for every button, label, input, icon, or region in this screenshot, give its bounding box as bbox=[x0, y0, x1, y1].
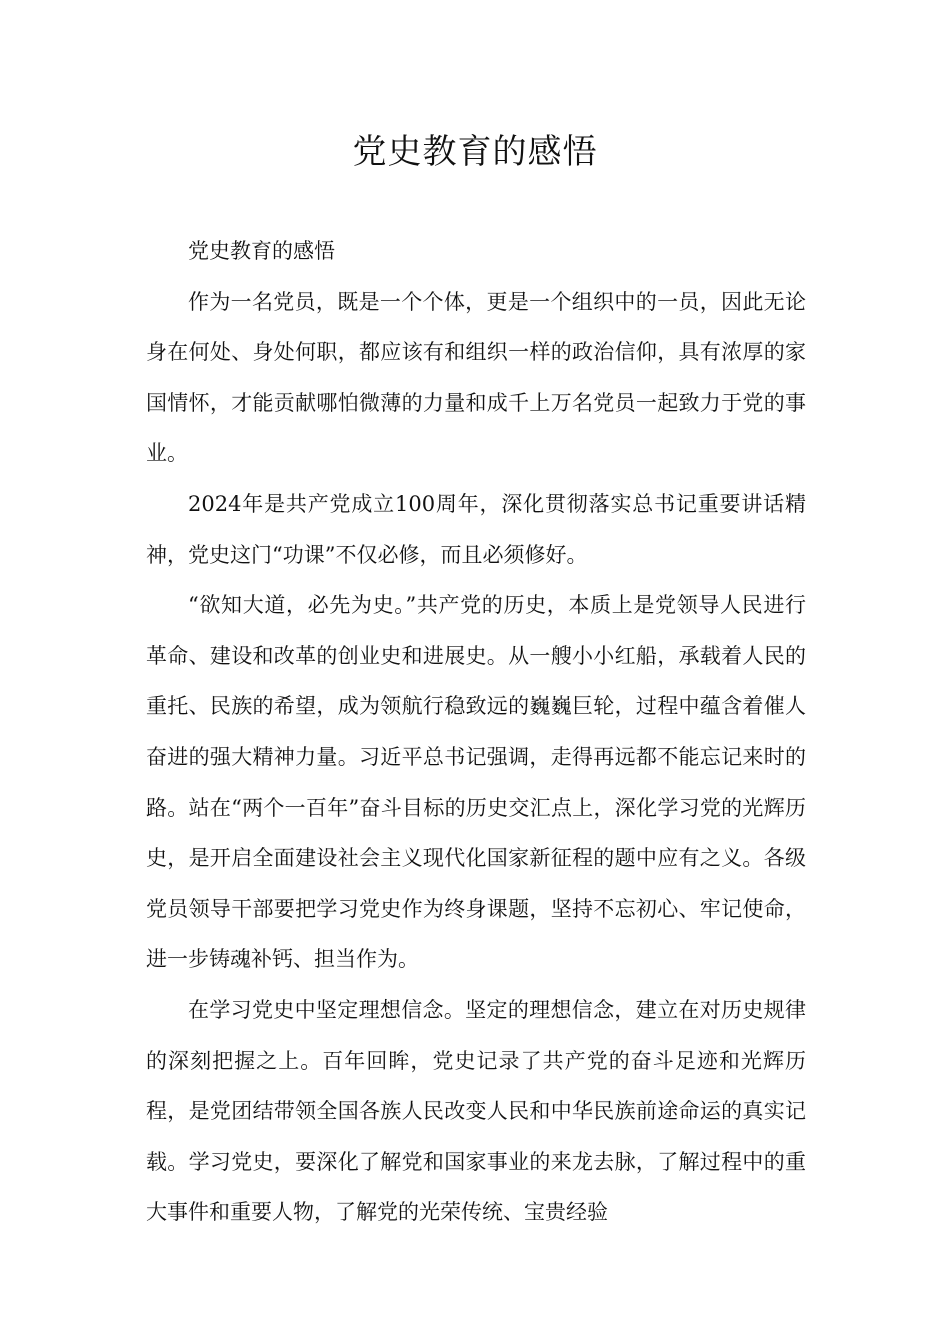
paragraph: 2024年是共产党成立100周年，深化贯彻落实总书记重要讲话精神，党史这门“功课”不仅必修，而且必须修好。 bbox=[146, 491, 806, 567]
paragraph: 在学习党史中坚定理想信念。坚定的理想信念，建立在对历史规律的深刻把握之上。百年回眸，党史记录了共产党的奋斗足迹和光辉历程，是党团结带领全国各族人民改变人民和中华民族前途命运的真实记载。学习党史，要深化了解党和国家事业的来龙去脉，了解过程中的重大事件和重要人物，了解党的光荣传统、宝贵经验 bbox=[146, 997, 806, 1225]
document-body bbox=[146, 226, 806, 1238]
paragraph-subtitle: 党史教育的感悟 bbox=[188, 239, 335, 263]
paragraph: “欲知大道，必先为史。”共产党的历史，本质上是党领导人民进行革命、建设和改革的创业史和进展史。从一艘小小红船，承载着人民的重托、民族的希望，成为领航行稳致远的巍巍巨轮，过程中蕴含着催人奋进的强大精神力量。习近平总书记强调，走得再远都不能忘记来时的路。站在“两个一百年”奋斗目标的历史交汇点上，深化学习党的光辉历史，是开启全面建设社会主义现代化国家新征程的题中应有之义。各级党员领导干部要把学习党史作为终身课题，坚持不忘初心、牢记使命，进一步铸魂补钙、担当作为。 bbox=[146, 593, 806, 972]
document-title: 党史教育的感悟 bbox=[352, 132, 598, 172]
paragraph: 作为一名党员，既是一个个体，更是一个组织中的一员，因此无论身在何处、身处何职，都应该有和组织一样的政治信仰，具有浓厚的家国情怀，才能贡献哪怕微薄的力量和成千上万名党员一起致力于党的事业。 bbox=[146, 289, 806, 466]
